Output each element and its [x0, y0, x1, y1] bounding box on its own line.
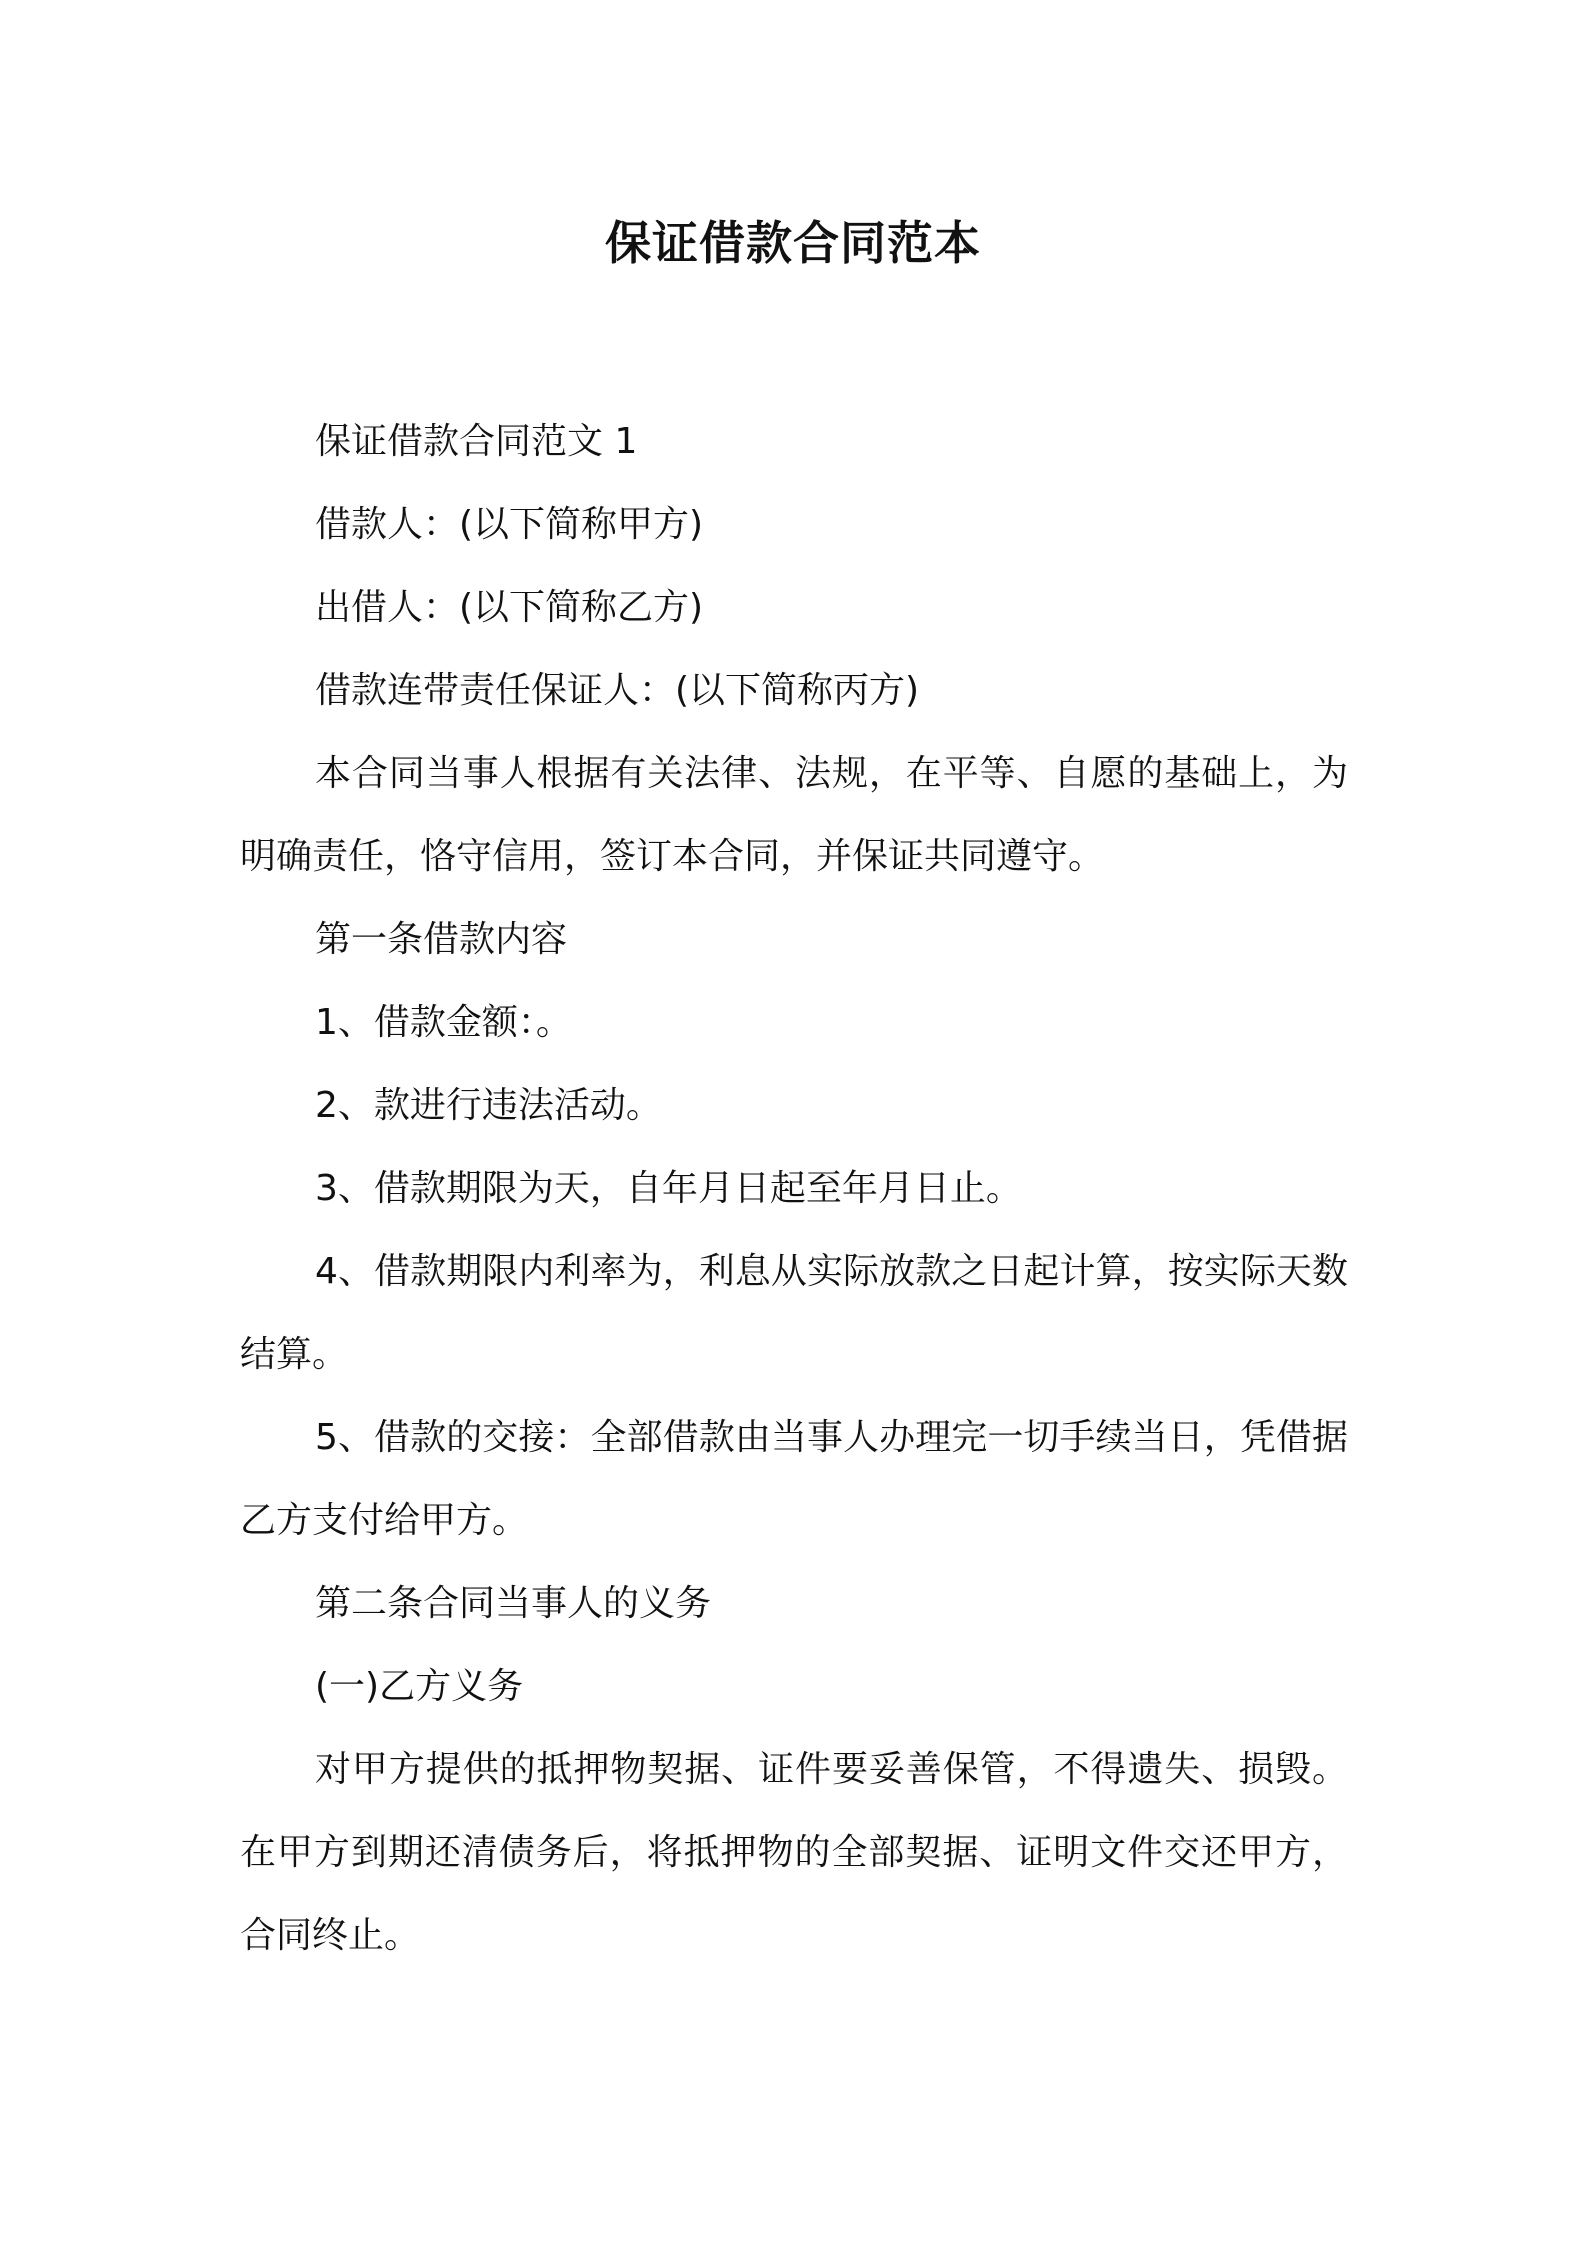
- document-title: 保证借款合同范本: [605, 216, 981, 270]
- preamble-paragraph: 本合同当事人根据有关法律、法规，在平等、自愿的基础上，为明确责任，恪守信用，签订本合同，并保证共同遵守。: [240, 753, 1348, 877]
- lender-line: 出借人：(以下简称乙方): [315, 587, 704, 628]
- clause-1-5: 5、借款的交接：全部借款由当事人办理完一切手续当日，凭借据乙方支付给甲方。: [240, 1417, 1348, 1541]
- clause-1-2: 2、款进行违法活动。: [315, 1085, 662, 1126]
- party-b-obligations-heading: (一)乙方义务: [315, 1666, 524, 1707]
- clause-1-4: 4、借款期限内利率为，利息从实际放款之日起计算，按实际天数结算。: [240, 1251, 1348, 1375]
- section-heading-sample-1: 保证借款合同范文 1: [315, 421, 638, 462]
- guarantor-line: 借款连带责任保证人：(以下简称丙方): [315, 670, 920, 711]
- borrower-line: 借款人：(以下简称甲方): [315, 504, 704, 545]
- clause-1-1: 1、借款金额：。: [315, 1002, 572, 1043]
- article-2-heading: 第二条合同当事人的义务: [315, 1583, 712, 1624]
- clause-1-3: 3、借款期限为天，自年月日起至年月日止。: [315, 1168, 1022, 1209]
- article-1-heading: 第一条借款内容: [315, 919, 568, 960]
- document-body: [240, 400, 1348, 1977]
- party-b-obligations-paragraph: 对甲方提供的抵押物契据、证件要妥善保管，不得遗失、损毁。在甲方到期还清债务后，将抵押物的全部契据、证明文件交还甲方，合同终止。: [240, 1749, 1348, 1956]
